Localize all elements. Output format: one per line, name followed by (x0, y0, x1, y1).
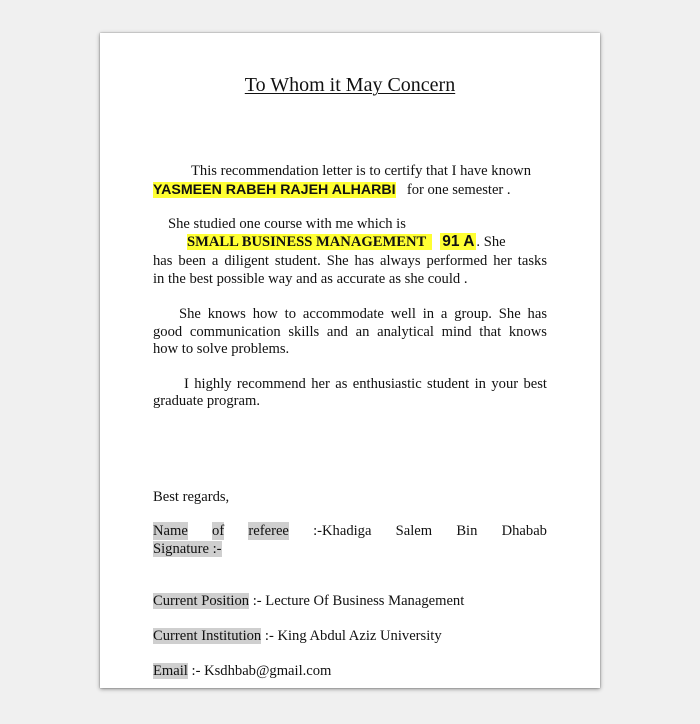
position-value: :- Lecture Of Business Management (252, 593, 465, 609)
referee-label-1: Name (153, 523, 188, 539)
para2-line4: in the best possible way and as accurate as she could . (153, 271, 468, 287)
para3-line2: good communication skills and an analytical mind that knows (153, 324, 547, 340)
closing: Best regards, (153, 489, 230, 505)
email-label: Email (153, 663, 188, 679)
letter-title: To Whom it May Concern (244, 74, 456, 96)
para1-text: This recommendation letter is to certify that I have known (191, 163, 532, 179)
para1-tail: for one semester . (406, 182, 511, 198)
email-line (153, 662, 547, 680)
institution-label: Current Institution (153, 628, 262, 644)
signature-label: Signature :- (153, 541, 222, 557)
para2-intro: She studied one course with me which is (168, 216, 406, 232)
institution-line (153, 627, 547, 645)
referee-value-1: :-Khadiga (313, 523, 372, 539)
para2-line2 (153, 233, 547, 251)
referee-value-4: Dhabab (501, 523, 547, 539)
position-line (153, 592, 547, 610)
referee-line (153, 522, 547, 540)
student-name: YASMEEN RABEH RAJEH ALHARBI (153, 182, 396, 198)
para3-line1: She knows how to accommodate well in a group. She has (179, 306, 547, 322)
para1-line1 (153, 162, 547, 180)
referee-label-3: referee (248, 523, 289, 539)
para1-line2 (153, 181, 547, 199)
referee-value-2: Salem (395, 523, 433, 539)
para2-after-grade: . She (476, 234, 506, 250)
email-value: :- Ksdhbab@gmail.com (191, 663, 332, 679)
para4-line1: I highly recommend her as enthusiastic student in your best (184, 376, 547, 392)
para2-line1 (153, 215, 547, 233)
referee-value-3: Bin (456, 523, 478, 539)
para4-line2: graduate program. (153, 393, 260, 409)
grade-badge: 91 A (442, 233, 475, 250)
position-label: Current Position (153, 593, 250, 609)
letter-page (100, 33, 600, 688)
institution-value: :- King Abdul Aziz University (264, 628, 442, 644)
referee-label-2: of (212, 523, 225, 539)
signature-line (153, 540, 547, 558)
course-name: SMALL BUSINESS MANAGEMENT (187, 234, 432, 250)
para3-line3: how to solve problems. (153, 341, 290, 357)
para2-line3: has been a diligent student. She has always performed her tasks (153, 253, 547, 269)
